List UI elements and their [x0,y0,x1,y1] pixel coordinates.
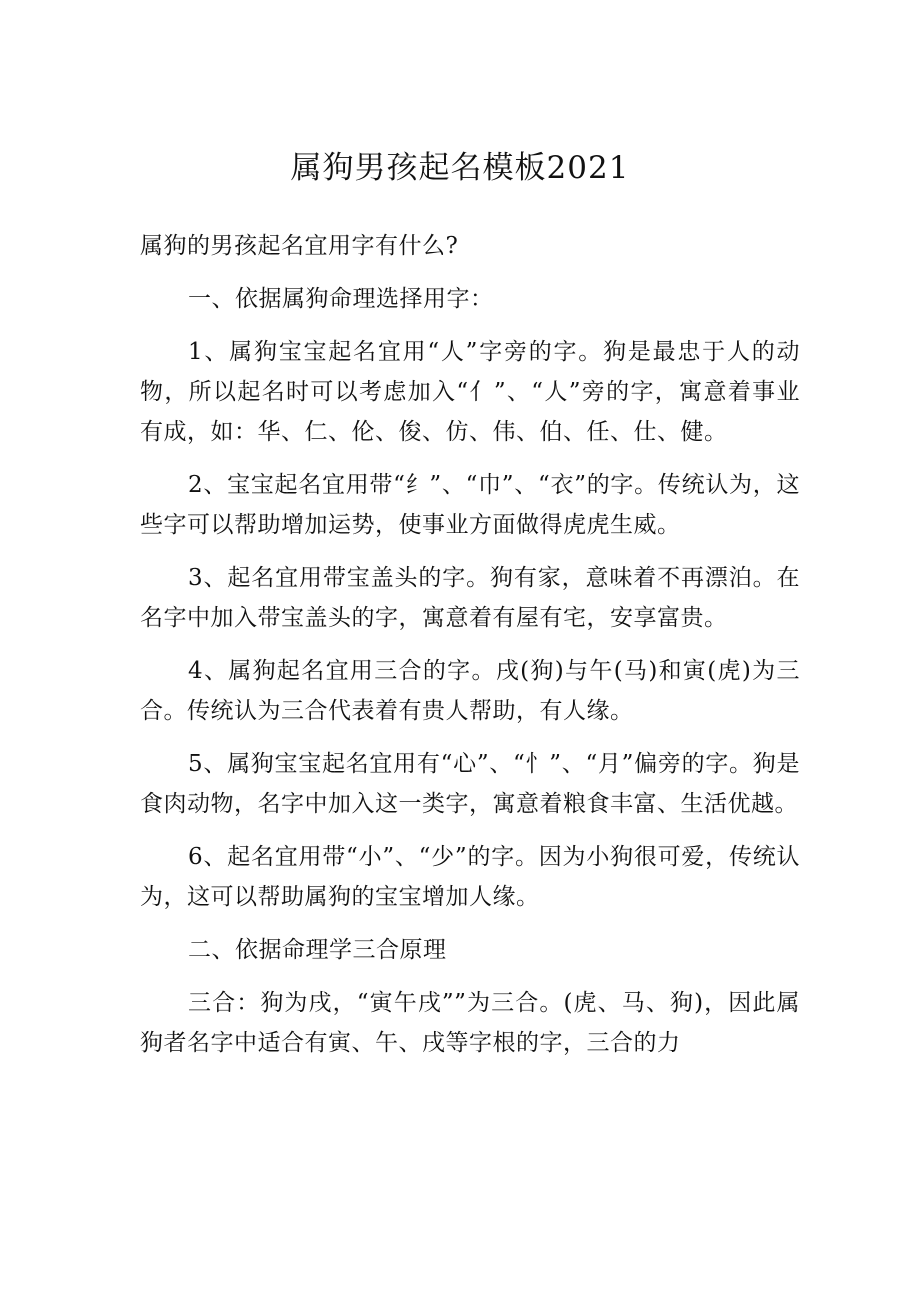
page-title: 属狗男孩起名模板2021 [290,150,630,186]
sanhe-paragraph: 三合：狗为戌，“寅午戌””为三合。(虎、马、狗)，因此属狗者名字中适合有寅、午、戌等字根的字，三合的力 [140,990,800,1056]
paragraph-item-1: 1、属狗宝宝起名宜用“人”字旁的字。狗是最忠于人的动物，所以起名时可以考虑加入“亻”、“人”旁的字，寓意着事业有成，如：华、仁、伦、俊、仿、伟、伯、任、仕、健。 [140,339,800,445]
paragraph-item-3: 3、起名宜用带宝盖头的字。狗有家，意味着不再漂泊。在名字中加入带宝盖头的字，寓意着有屋有宅，安享富贵。 [140,565,800,631]
paragraph-item-2: 2、宝宝起名宜用带“纟”、“巾”、“衣”的字。传统认为，这些字可以帮助增加运势，使事业方面做得虎虎生威。 [140,472,800,538]
document-body [140,226,800,1076]
section-heading-2: 二、依据命理学三合原理 [188,937,447,963]
section-heading-1: 一、依据属狗命理选择用字： [188,286,494,312]
question-paragraph: 属狗的男孩起名宜用字有什么? [140,233,459,259]
paragraph-item-5: 5、属狗宝宝起名宜用有“心”、“忄”、“月”偏旁的字。狗是食肉动物，名字中加入这一类字，寓意着粮食丰富、生活优越。 [140,751,800,817]
paragraph-item-6: 6、起名宜用带“小”、“少”的字。因为小狗很可爱，传统认为，这可以帮助属狗的宝宝增加人缘。 [140,844,800,910]
paragraph-item-4: 4、属狗起名宜用三合的字。戌(狗)与午(马)和寅(虎)为三合。传统认为三合代表着有贵人帮助，有人缘。 [140,658,800,724]
